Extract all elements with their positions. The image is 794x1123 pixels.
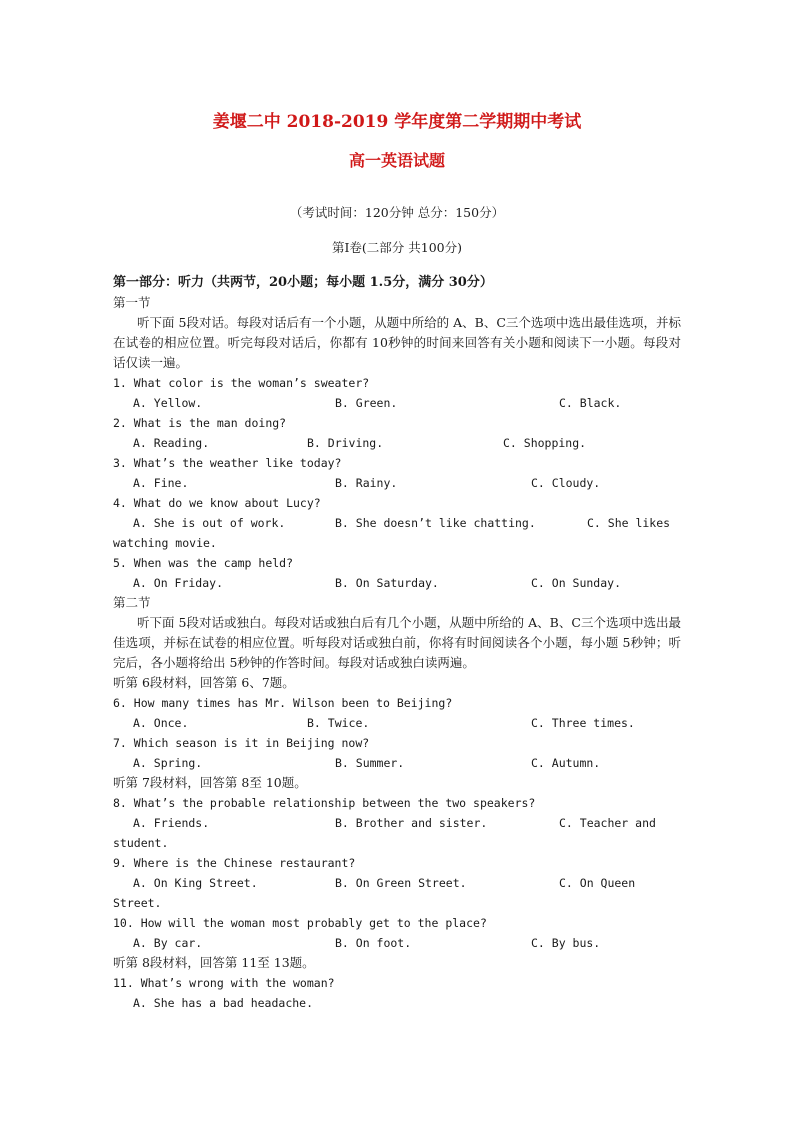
option-a: A. By car. — [133, 936, 203, 950]
option-c: C. Three times. — [531, 716, 635, 730]
option-a: A. On King Street. — [133, 876, 258, 890]
question-8-option-c-cont: student. — [113, 836, 169, 850]
question-4-options — [113, 513, 681, 533]
section2-label: 第二节 — [113, 595, 151, 610]
option-b: B. She doesn’t like chatting. — [335, 516, 536, 530]
question-1-options — [113, 393, 681, 413]
question-8: 8. What’s the probable relationship between the two speakers? — [113, 796, 536, 810]
option-c: C. She likes — [587, 516, 671, 530]
question-5-options — [113, 573, 681, 593]
question-6-options — [113, 713, 681, 733]
option-a: A. On Friday. — [133, 576, 224, 590]
question-1: 1. What color is the woman’s sweater? — [113, 376, 370, 390]
option-b: B. Summer. — [335, 756, 405, 770]
question-8-options — [113, 813, 681, 833]
question-7: 7. Which season is it in Beijing now? — [113, 736, 370, 750]
option-b: B. On Saturday. — [335, 576, 439, 590]
question-6: 6. How many times has Mr. Wilson been to Beijing? — [113, 696, 453, 710]
option-c: C. Shopping. — [503, 436, 587, 450]
option-a: A. Fine. — [133, 476, 189, 490]
option-b: B. Twice. — [307, 716, 370, 730]
question-11: 11. What’s wrong with the woman? — [113, 976, 335, 990]
material-7-note: 听第 7段材料，回答第 8至 10题。 — [113, 775, 307, 790]
question-10: 10. How will the woman most probably get to the place? — [113, 916, 487, 930]
option-b: B. Green. — [335, 396, 398, 410]
exam-info: （考试时间：120分钟 总分：150分） — [289, 205, 505, 220]
option-a: A. Yellow. — [133, 396, 203, 410]
material-6-note: 听第 6段材料，回答第 6、7题。 — [113, 675, 295, 690]
question-2-options — [113, 433, 681, 453]
option-a: A. Friends. — [133, 816, 210, 830]
option-b: B. Brother and sister. — [335, 816, 488, 830]
question-3: 3. What’s the weather like today? — [113, 456, 342, 470]
option-a: A. She has a bad headache. — [133, 996, 314, 1010]
exam-content — [113, 273, 681, 1013]
material-8-note: 听第 8段材料，回答第 11至 13题。 — [113, 955, 315, 970]
option-c: C. Black. — [559, 396, 622, 410]
option-a: A. Once. — [133, 716, 189, 730]
option-c: C. By bus. — [531, 936, 601, 950]
question-9-option-c-cont: Street. — [113, 896, 162, 910]
option-c: C. On Sunday. — [531, 576, 622, 590]
question-10-options — [113, 933, 681, 953]
exam-title: 姜堰二中 2018-2019 学年度第二学期期中考试 — [212, 112, 582, 132]
option-a: A. She is out of work. — [133, 516, 286, 530]
option-b: B. Rainy. — [335, 476, 398, 490]
option-a: A. Spring. — [133, 756, 203, 770]
option-c: C. Cloudy. — [531, 476, 601, 490]
option-c: C. Autumn. — [531, 756, 601, 770]
section1-instructions: 听下面 5段对话。每段对话后有一个小题，从题中所给的 A、B、C三个选项中选出最佳选项，并标在试卷的相应位置。听完每段对话后，你都有 10秒钟的时间来回答有关小题和阅读下一小题。每段对话仅读一遍。 — [113, 315, 681, 370]
question-9-options — [113, 873, 681, 893]
option-a: A. Reading. — [133, 436, 210, 450]
option-c: C. On Queen — [559, 876, 636, 890]
option-b: B. On foot. — [335, 936, 412, 950]
question-4: 4. What do we know about Lucy? — [113, 496, 321, 510]
section2-instructions: 听下面 5段对话或独白。每段对话或独白后有几个小题，从题中所给的 A、B、C三个选项中选出最佳选项，并标在试卷的相应位置。听每段对话或独白前，你将有时间阅读各个小题，每小题 5秒钟；听完后，各小题将给出 5秒钟的作答时间。每段对话或独白读两遍。 — [113, 615, 681, 670]
question-4-option-c-cont: watching movie. — [113, 536, 217, 550]
question-3-options — [113, 473, 681, 493]
question-2: 2. What is the man doing? — [113, 416, 287, 430]
option-b: B. Driving. — [307, 436, 384, 450]
question-7-options — [113, 753, 681, 773]
question-9: 9. Where is the Chinese restaurant? — [113, 856, 356, 870]
part1-heading: 第一部分：听力（共两节，20小题；每小题 1.5分，满分 30分） — [113, 275, 493, 290]
section1-label: 第一节 — [113, 295, 151, 310]
option-c: C. Teacher and — [559, 816, 656, 830]
exam-subtitle: 高一英语试题 — [348, 151, 445, 170]
question-5: 5. When was the camp held? — [113, 556, 294, 570]
question-11-options — [113, 993, 681, 1013]
volume-label: 第Ⅰ卷(二部分 共100分) — [331, 240, 463, 255]
option-b: B. On Green Street. — [335, 876, 467, 890]
